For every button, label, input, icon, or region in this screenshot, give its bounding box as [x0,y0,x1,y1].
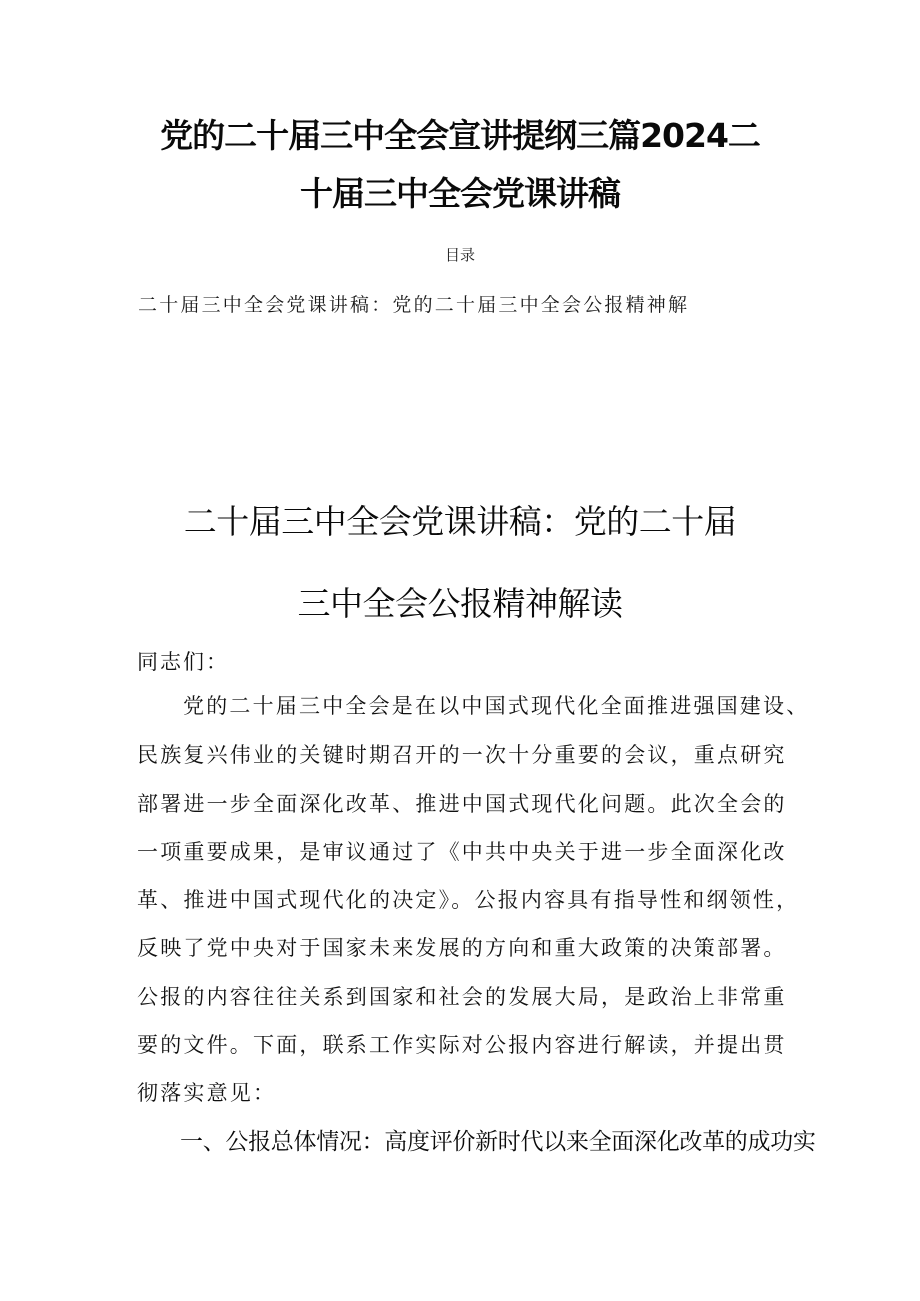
paragraph-line: 民族复兴伟业的关键时期召开的一次十分重要的会议，重点研究 [137,743,787,767]
section-title-line-1: 二十届三中全会党课讲稿：党的二十届 [183,502,737,541]
paragraph-line: 党的二十届三中全会是在以中国式现代化全面推进强国建设、 [183,694,810,718]
section-subheading: 一、公报总体情况：高度评价新时代以来全面深化改革的成功实 [180,1129,816,1155]
paragraph-line: 公报的内容往往关系到国家和社会的发展大局，是政治上非常重 [137,985,787,1009]
document-title-line-1: 党的二十届三中全会宣讲提纲三篇2024二 [160,116,760,155]
paragraph-line: 一项重要成果，是审议通过了《中共中央关于进一步全面深化改 [137,840,787,864]
document-title-line-2: 十届三中全会党课讲稿 [300,174,620,213]
paragraph-line: 要的文件。下面，联系工作实际对公报内容进行解读，并提出贯 [137,1033,787,1057]
paragraph-line: 彻落实意见： [137,1081,277,1105]
paragraph-line: 反映了党中央对于国家未来发展的方向和重大政策的决策部署。 [137,936,787,960]
paragraph-line: 革、推进中国式现代化的决定》。公报内容具有指导性和纲领性， [137,888,800,912]
paragraph-line: 部署进一步全面深化改革、推进中国式现代化问题。此次全会的 [137,792,787,816]
toc-item[interactable]: 二十届三中全会党课讲稿：党的二十届三中全会公报精神解 [138,294,690,316]
section-title-line-2: 三中全会公报精神解读 [297,584,623,623]
toc-heading: 目录 [444,246,475,264]
salutation: 同志们： [137,650,229,674]
